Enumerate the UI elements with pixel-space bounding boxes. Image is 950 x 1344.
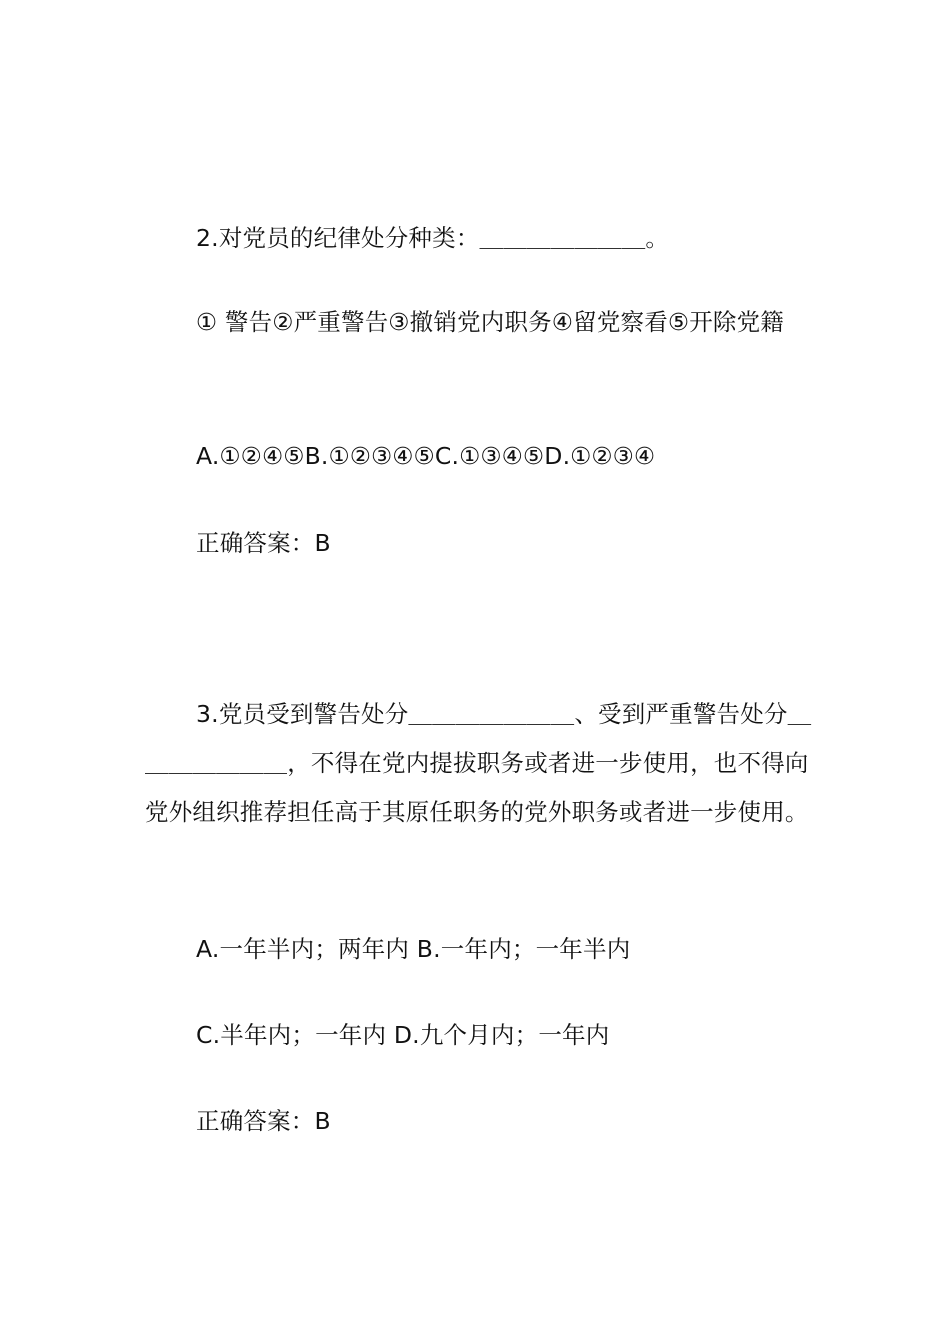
question-3-options-line-2: C.半年内；一年内 D.九个月内；一年内 <box>196 1021 610 1049</box>
question-3-stem: 3.党员受到警告处分＿＿＿＿＿＿＿、受到严重警告处分＿＿＿＿＿＿＿，不得在党内提拔职务或者进一步使用，也不得向党外组织推荐担任高于其原任职务的党外职务或者进一步使用。 <box>145 700 812 826</box>
question-2-statement: ① 警告②严重警告③撤销党内职务④留党察看⑤开除党籍 <box>196 308 785 336</box>
question-2-answer: 正确答案：B <box>196 529 331 557</box>
question-2-options: A.①②④⑤B.①②③④⑤C.①③④⑤D.①②③④ <box>196 442 656 470</box>
question-3-options-line-1: A.一年半内；两年内 B.一年内；一年半内 <box>196 935 631 963</box>
question-2-stem: 2.对党员的纪律处分种类：＿＿＿＿＿＿＿。 <box>196 224 670 252</box>
question-3-answer: 正确答案：B <box>196 1107 331 1135</box>
